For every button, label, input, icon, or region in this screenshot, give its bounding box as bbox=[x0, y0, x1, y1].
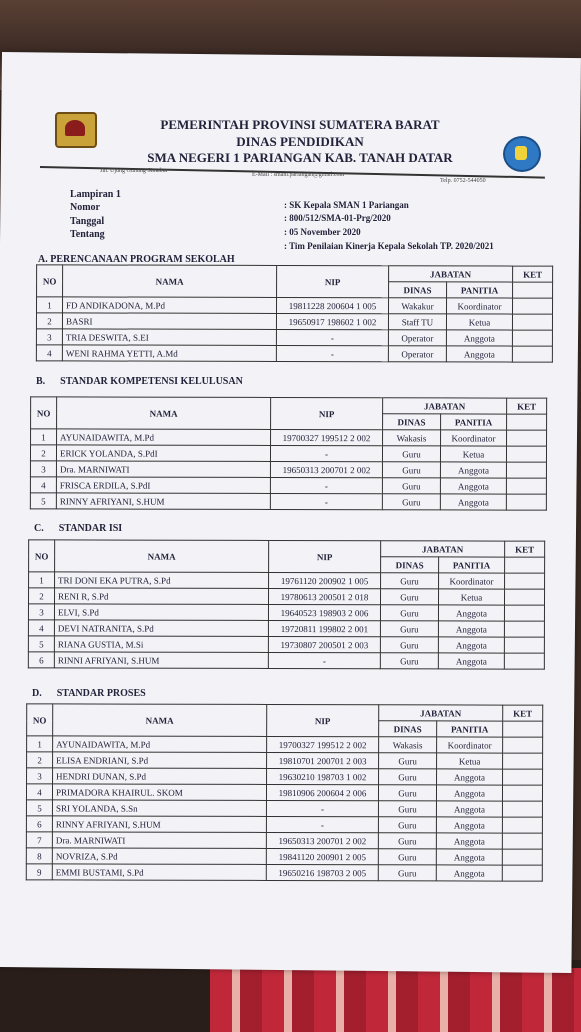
table-row bbox=[29, 572, 545, 589]
row-nip: 19810906 200604 2 006 bbox=[266, 784, 378, 800]
col-no-header: NO bbox=[31, 397, 57, 429]
row-panitia: Anggota bbox=[446, 330, 512, 346]
row-number: 4 bbox=[36, 345, 62, 361]
table-row bbox=[36, 345, 552, 362]
row-nip: 19720811 199802 2 001 bbox=[268, 620, 380, 636]
row-name: HENDRI DUNAN, S.Pd bbox=[53, 768, 267, 785]
row-number: 1 bbox=[37, 297, 63, 313]
staff-table bbox=[28, 539, 545, 669]
row-ket bbox=[506, 462, 546, 478]
row-name: RINNY AFRIYANI, S.HUM bbox=[52, 816, 266, 833]
col-jabatan-header: JABATAN bbox=[379, 705, 503, 721]
tanggal-label: Tanggal bbox=[70, 216, 105, 227]
col-nama-header: NAMA bbox=[53, 704, 267, 737]
row-ket bbox=[512, 330, 552, 346]
row-panitia: Anggota bbox=[436, 833, 502, 849]
row-ket bbox=[502, 817, 542, 833]
row-name: Dra. MARNIWATI bbox=[56, 461, 270, 478]
col-ket-blank bbox=[505, 557, 545, 573]
row-nip: 19650313 200701 2 002 bbox=[266, 832, 378, 848]
row-nip: - bbox=[268, 652, 380, 668]
row-ket bbox=[512, 298, 552, 314]
row-name: DEVI NATRANITA, S.Pd bbox=[54, 620, 268, 637]
col-dinas-header: DINAS bbox=[379, 721, 437, 737]
row-dinas: Guru bbox=[382, 446, 440, 462]
row-panitia: Anggota bbox=[436, 849, 502, 865]
row-ket bbox=[503, 769, 543, 785]
row-number: 3 bbox=[36, 329, 62, 345]
tanggal-value: : 05 November 2020 bbox=[284, 227, 361, 237]
row-name: TRI DONI EKA PUTRA, S.Pd bbox=[55, 572, 269, 589]
school-logo-icon bbox=[503, 136, 541, 172]
col-jabatan-header: JABATAN bbox=[389, 266, 513, 282]
row-dinas: Guru bbox=[379, 753, 437, 769]
row-panitia: Anggota bbox=[436, 785, 502, 801]
col-nama-header: NAMA bbox=[57, 397, 271, 430]
tentang-value: : Tim Penilaian Kinerja Kepala Sekolah TP. 2020/2021 bbox=[284, 241, 494, 251]
row-nip: 19780613 200501 2 018 bbox=[269, 588, 381, 604]
row-ket bbox=[504, 589, 544, 605]
col-panitia-header: PANITIA bbox=[437, 721, 503, 737]
row-panitia: Anggota bbox=[437, 769, 503, 785]
table-row bbox=[37, 297, 553, 314]
lampiran-label: Lampiran 1 bbox=[70, 189, 121, 200]
col-nama-header: NAMA bbox=[55, 540, 269, 573]
province-logo-icon bbox=[55, 112, 97, 148]
letterhead-phone: Telp. 0752-544050 bbox=[440, 178, 486, 184]
row-dinas: Guru bbox=[380, 589, 438, 605]
col-dinas-header: DINAS bbox=[381, 557, 439, 573]
row-number: 4 bbox=[30, 477, 56, 493]
col-ket-header: KET bbox=[507, 398, 547, 414]
col-no-header: NO bbox=[29, 540, 55, 572]
row-dinas: Guru bbox=[382, 462, 440, 478]
table-row bbox=[30, 445, 546, 462]
table-row bbox=[26, 832, 542, 849]
row-ket bbox=[502, 833, 542, 849]
row-nip: - bbox=[270, 477, 382, 493]
row-ket bbox=[512, 346, 552, 362]
table-row bbox=[28, 620, 544, 637]
row-number: 4 bbox=[28, 620, 54, 636]
row-name: ERICK YOLANDA, S.PdI bbox=[56, 445, 270, 462]
table-row bbox=[27, 736, 543, 753]
row-ket bbox=[506, 494, 546, 510]
table-row bbox=[28, 604, 544, 621]
row-panitia: Anggota bbox=[436, 817, 502, 833]
row-nip: - bbox=[266, 800, 378, 816]
table-row bbox=[28, 636, 544, 653]
row-panitia: Anggota bbox=[440, 494, 506, 510]
col-ket-header: KET bbox=[513, 266, 553, 282]
row-name: ELVI, S.Pd bbox=[54, 604, 268, 621]
row-dinas: Guru bbox=[378, 785, 436, 801]
row-ket bbox=[502, 801, 542, 817]
row-nip: 19841120 200901 2 005 bbox=[266, 848, 378, 864]
row-number: 5 bbox=[28, 636, 54, 652]
row-nip: 19700327 199512 2 002 bbox=[271, 429, 383, 445]
table-row bbox=[29, 588, 545, 605]
row-ket bbox=[507, 430, 547, 446]
col-jabatan-header: JABATAN bbox=[383, 398, 507, 414]
row-nip: 19810701 200701 2 003 bbox=[267, 752, 379, 768]
row-name: RINNY AFRIYANI, S.HUM bbox=[56, 493, 270, 510]
table-row bbox=[30, 477, 546, 494]
tentang-label: Tentang bbox=[70, 229, 105, 240]
row-nip: - bbox=[276, 345, 388, 361]
col-dinas-header: DINAS bbox=[389, 282, 447, 298]
row-nip: 19730807 200501 2 003 bbox=[268, 636, 380, 652]
row-number: 2 bbox=[27, 752, 53, 768]
row-dinas: Staff TU bbox=[388, 314, 446, 330]
col-no-header: NO bbox=[37, 265, 63, 297]
table-row bbox=[27, 768, 543, 785]
col-nip-header: NIP bbox=[267, 704, 379, 736]
row-name: FRISCA ERDILA, S.PdI bbox=[56, 477, 270, 494]
row-panitia: Anggota bbox=[436, 801, 502, 817]
row-number: 6 bbox=[26, 816, 52, 832]
row-ket bbox=[502, 865, 542, 881]
section-title: C. STANDAR ISI bbox=[34, 523, 123, 534]
section-title: D. STANDAR PROSES bbox=[32, 688, 146, 699]
row-number: 8 bbox=[26, 848, 52, 864]
row-panitia: Anggota bbox=[440, 478, 506, 494]
row-number: 1 bbox=[31, 429, 57, 445]
col-ket-blank bbox=[503, 721, 543, 737]
col-nip-header: NIP bbox=[269, 540, 381, 572]
row-dinas: Wakakur bbox=[388, 298, 446, 314]
row-name: ELISA ENDRIANI, S.Pd bbox=[53, 752, 267, 769]
row-name: Dra. MARNIWATI bbox=[52, 832, 266, 849]
col-jabatan-header: JABATAN bbox=[381, 541, 505, 557]
row-name: WENI RAHMA YETTI, A.Md bbox=[62, 345, 276, 362]
row-number: 3 bbox=[27, 768, 53, 784]
row-panitia: Anggota bbox=[438, 605, 504, 621]
row-nip: 19650216 198703 2 005 bbox=[266, 864, 378, 880]
row-dinas: Guru bbox=[378, 801, 436, 817]
row-nip: 19700327 199512 2 002 bbox=[267, 736, 379, 752]
row-number: 4 bbox=[26, 784, 52, 800]
row-ket bbox=[512, 314, 552, 330]
row-panitia: Anggota bbox=[438, 621, 504, 637]
row-panitia: Ketua bbox=[438, 589, 504, 605]
row-nip: 19811228 200604 1 005 bbox=[277, 297, 389, 313]
table-row bbox=[30, 461, 546, 478]
row-dinas: Guru bbox=[382, 494, 440, 510]
row-ket bbox=[502, 849, 542, 865]
row-panitia: Koordinator bbox=[441, 430, 507, 446]
row-dinas: Operator bbox=[388, 330, 446, 346]
staff-table bbox=[26, 703, 543, 881]
row-number: 5 bbox=[30, 493, 56, 509]
row-name: RINNI AFRIYANI, S.HUM bbox=[54, 652, 268, 669]
row-panitia: Anggota bbox=[438, 637, 504, 653]
row-name: SRI YOLANDA, S.Sn bbox=[52, 800, 266, 817]
letterhead-address: Jln. Ujung Gunung Simabur bbox=[100, 168, 168, 174]
section-title: A. PERENCANAAN PROGRAM SEKOLAH bbox=[38, 254, 235, 265]
row-panitia: Anggota bbox=[438, 653, 504, 669]
lampiran-value: : SK Kepala SMAN 1 Pariangan bbox=[284, 200, 409, 210]
row-panitia: Koordinator bbox=[439, 573, 505, 589]
row-nip: - bbox=[270, 445, 382, 461]
table-row bbox=[31, 429, 547, 446]
col-nip-header: NIP bbox=[271, 397, 383, 429]
row-panitia: Koordinator bbox=[437, 737, 503, 753]
col-nama-header: NAMA bbox=[63, 265, 277, 298]
col-ket-header: KET bbox=[503, 705, 543, 721]
col-ket-header: KET bbox=[505, 541, 545, 557]
row-ket bbox=[504, 637, 544, 653]
row-number: 2 bbox=[36, 313, 62, 329]
row-name: TRIA DESWITA, S.EI bbox=[62, 329, 276, 346]
row-dinas: Wakasis bbox=[379, 737, 437, 753]
row-name: AYUNAIDAWITA, M.Pd bbox=[57, 429, 271, 446]
row-number: 3 bbox=[30, 461, 56, 477]
col-no-header: NO bbox=[27, 704, 53, 736]
row-panitia: Ketua bbox=[440, 446, 506, 462]
col-panitia-header: PANITIA bbox=[447, 282, 513, 298]
row-number: 7 bbox=[26, 832, 52, 848]
row-ket bbox=[505, 573, 545, 589]
row-panitia: Ketua bbox=[446, 314, 512, 330]
row-name: RENI R, S.Pd bbox=[55, 588, 269, 605]
row-nip: 19650313 200701 2 002 bbox=[270, 461, 382, 477]
row-name: NOVRIZA, S.Pd bbox=[52, 848, 266, 865]
row-number: 9 bbox=[26, 864, 52, 880]
col-dinas-header: DINAS bbox=[383, 414, 441, 430]
row-panitia: Anggota bbox=[440, 462, 506, 478]
staff-table bbox=[36, 264, 553, 362]
col-ket-blank bbox=[507, 414, 547, 430]
row-number: 1 bbox=[29, 572, 55, 588]
row-panitia: Anggota bbox=[446, 346, 512, 362]
table-row bbox=[36, 329, 552, 346]
table-row bbox=[26, 784, 542, 801]
table-row bbox=[27, 752, 543, 769]
row-ket bbox=[506, 478, 546, 494]
row-ket bbox=[504, 621, 544, 637]
row-panitia: Ketua bbox=[437, 753, 503, 769]
row-dinas: Operator bbox=[388, 346, 446, 362]
letterhead-line2: DINAS PENDIDIKAN bbox=[236, 134, 364, 149]
nomor-value: : 800/512/SMA-01-Prg/2020 bbox=[284, 213, 391, 223]
row-nip: - bbox=[270, 493, 382, 509]
row-number: 6 bbox=[28, 652, 54, 668]
row-dinas: Guru bbox=[378, 849, 436, 865]
nomor-label: Nomor bbox=[70, 202, 100, 213]
row-name: AYUNAIDAWITA, M.Pd bbox=[53, 736, 267, 753]
row-nip: - bbox=[266, 816, 378, 832]
row-dinas: Guru bbox=[379, 769, 437, 785]
row-nip: 19761120 200902 1 005 bbox=[269, 572, 381, 588]
letterhead-line3: SMA NEGERI 1 PARIANGAN KAB. TANAH DATAR bbox=[147, 150, 453, 165]
row-number: 2 bbox=[30, 445, 56, 461]
row-dinas: Guru bbox=[381, 573, 439, 589]
row-name: RIANA GUSTIA, M.Si bbox=[54, 636, 268, 653]
row-nip: 19640523 198903 2 006 bbox=[268, 604, 380, 620]
row-dinas: Guru bbox=[378, 865, 436, 881]
row-dinas: Guru bbox=[380, 621, 438, 637]
table-row bbox=[28, 652, 544, 669]
col-nip-header: NIP bbox=[277, 265, 389, 297]
table-row bbox=[26, 816, 542, 833]
col-panitia-header: PANITIA bbox=[439, 557, 505, 573]
staff-table bbox=[30, 396, 547, 510]
col-ket-blank bbox=[513, 282, 553, 298]
row-ket bbox=[503, 737, 543, 753]
row-name: PRIMADORA KHAIRUL. SKOM bbox=[52, 784, 266, 801]
row-ket bbox=[506, 446, 546, 462]
row-number: 3 bbox=[28, 604, 54, 620]
table-row bbox=[30, 493, 546, 510]
row-name: FD ANDIKADONA, M.Pd bbox=[63, 297, 277, 314]
row-nip: 19650917 198602 1 002 bbox=[276, 313, 388, 329]
row-dinas: Guru bbox=[378, 833, 436, 849]
table-row bbox=[26, 800, 542, 817]
row-nip: 19630210 198703 1 002 bbox=[267, 768, 379, 784]
row-dinas: Guru bbox=[382, 478, 440, 494]
table-row bbox=[36, 313, 552, 330]
table-row bbox=[26, 848, 542, 865]
row-ket bbox=[504, 605, 544, 621]
row-ket bbox=[503, 753, 543, 769]
row-dinas: Guru bbox=[380, 637, 438, 653]
row-dinas: Wakasis bbox=[383, 430, 441, 446]
row-number: 2 bbox=[29, 588, 55, 604]
row-nip: - bbox=[276, 329, 388, 345]
row-dinas: Guru bbox=[380, 653, 438, 669]
row-name: EMMI BUSTAMI, S.Pd bbox=[52, 864, 266, 881]
letterhead-line1: PEMERINTAH PROVINSI SUMATERA BARAT bbox=[160, 117, 440, 132]
row-panitia: Anggota bbox=[436, 865, 502, 881]
col-panitia-header: PANITIA bbox=[441, 414, 507, 430]
row-ket bbox=[502, 785, 542, 801]
row-dinas: Guru bbox=[378, 817, 436, 833]
row-number: 1 bbox=[27, 736, 53, 752]
section-title: B. STANDAR KOMPETENSI KELULUSAN bbox=[36, 376, 243, 387]
letterhead-email: E-Mail : smanl.pariangan@gmail.com bbox=[252, 172, 345, 178]
row-dinas: Guru bbox=[380, 605, 438, 621]
row-number: 5 bbox=[26, 800, 52, 816]
table-row bbox=[26, 864, 542, 881]
row-name: BASRI bbox=[62, 313, 276, 330]
row-ket bbox=[504, 653, 544, 669]
row-panitia: Koordinator bbox=[446, 298, 512, 314]
